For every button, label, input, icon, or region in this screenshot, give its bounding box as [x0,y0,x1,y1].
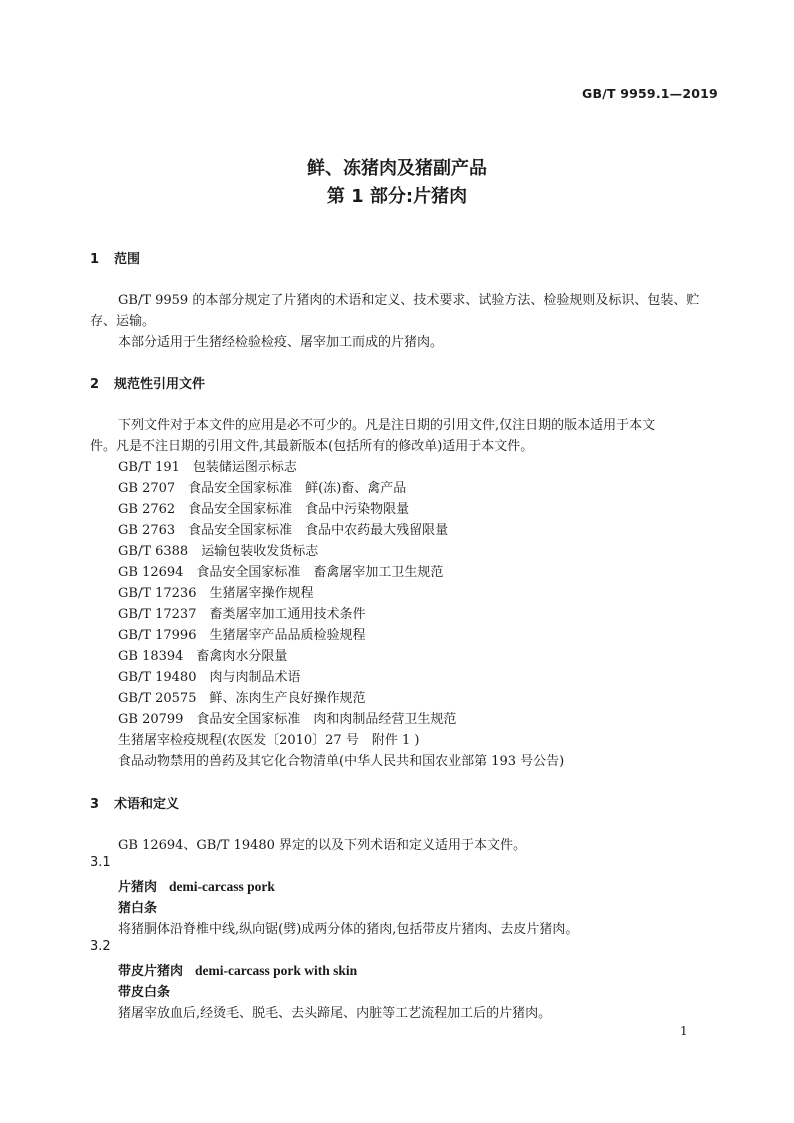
reference-item: 食品动物禁用的兽药及其它化合物清单(中华人民共和国农业部第 193 号公告) [118,754,565,769]
term-english: demi-carcass pork with skin [195,963,358,978]
paragraph-line: 本部分适用于生猪经检验检疫、屠宰加工而成的片猪肉。 [118,335,444,350]
paragraph-line: 存、运输。 [90,314,156,329]
paragraph-line: 下列文件对于本文件的应用是必不可少的。凡是注日期的引用文件,仅注日期的版本适用于本文 [118,418,656,433]
reference-item: GB/T 20575 鲜、冻肉生产良好操作规范 [118,691,366,706]
term-heading [118,876,275,895]
page-number: 1 [680,1024,688,1038]
reference-item: GB 2762 食品安全国家标准 食品中污染物限量 [118,502,410,517]
section-heading-normative-references [90,373,205,392]
term-number: 3.1 [90,855,111,870]
reference-item: GB/T 6388 运输包装收发货标志 [118,544,319,559]
section-heading-terms-definitions [90,793,179,812]
reference-item: GB/T 17236 生猪屠宰操作规程 [118,586,314,601]
term-alias: 带皮白条 [118,985,171,1000]
document-title: 鲜、冻猪肉及猪副产品 [307,158,487,179]
reference-item: GB/T 191 包装储运图示标志 [118,460,297,475]
section-number: 3 [90,797,100,812]
term-number: 3.2 [90,939,111,954]
term-english: demi-carcass pork [169,879,275,894]
section-title: 规范性引用文件 [114,377,206,392]
term-definition: 将猪胴体沿脊椎中线,纵向锯(劈)成两分体的猪肉,包括带皮片猪肉、去皮片猪肉。 [118,922,579,937]
section-title: 术语和定义 [114,797,180,812]
reference-item: GB 12694 食品安全国家标准 畜禽屠宰加工卫生规范 [118,565,444,580]
section-number: 1 [90,252,100,267]
reference-item: 生猪屠宰检疫规程(农医发〔2010〕27 号 附件 1 ) [118,733,420,748]
reference-item: GB 2707 食品安全国家标准 鲜(冻)畜、禽产品 [118,481,407,496]
term-heading [118,960,357,979]
term-chinese: 片猪肉 [118,880,158,895]
paragraph-line: 件。凡是不注日期的引用文件,其最新版本(包括所有的修改单)适用于本文件。 [90,439,534,454]
term-chinese: 带皮片猪肉 [118,964,184,979]
reference-item: GB/T 19480 肉与肉制品术语 [118,670,301,685]
reference-item: GB 2763 食品安全国家标准 食品中农药最大残留限量 [118,523,449,538]
reference-item: GB 18394 畜禽肉水分限量 [118,649,288,664]
reference-item: GB 20799 食品安全国家标准 肉和肉制品经营卫生规范 [118,712,457,727]
standard-code: GB/T 9959.1—2019 [582,86,718,101]
document-subtitle: 第 1 部分:片猪肉 [326,186,468,207]
reference-item: GB/T 17237 畜类屠宰加工通用技术条件 [118,607,366,622]
paragraph-line: GB/T 9959 的本部分规定了片猪肉的术语和定义、技术要求、试验方法、检验规则及标识、包装、贮 [118,293,700,308]
section-heading-scope [90,248,140,267]
reference-item: GB/T 17996 生猪屠宰产品品质检验规程 [118,628,366,643]
paragraph-line: GB 12694、GB/T 19480 界定的以及下列术语和定义适用于本文件。 [118,838,527,853]
section-number: 2 [90,377,100,392]
term-definition: 猪屠宰放血后,经烫毛、脱毛、去头蹄尾、内脏等工艺流程加工后的片猪肉。 [118,1006,552,1021]
section-title: 范围 [114,252,141,267]
term-alias: 猪白条 [118,901,158,916]
